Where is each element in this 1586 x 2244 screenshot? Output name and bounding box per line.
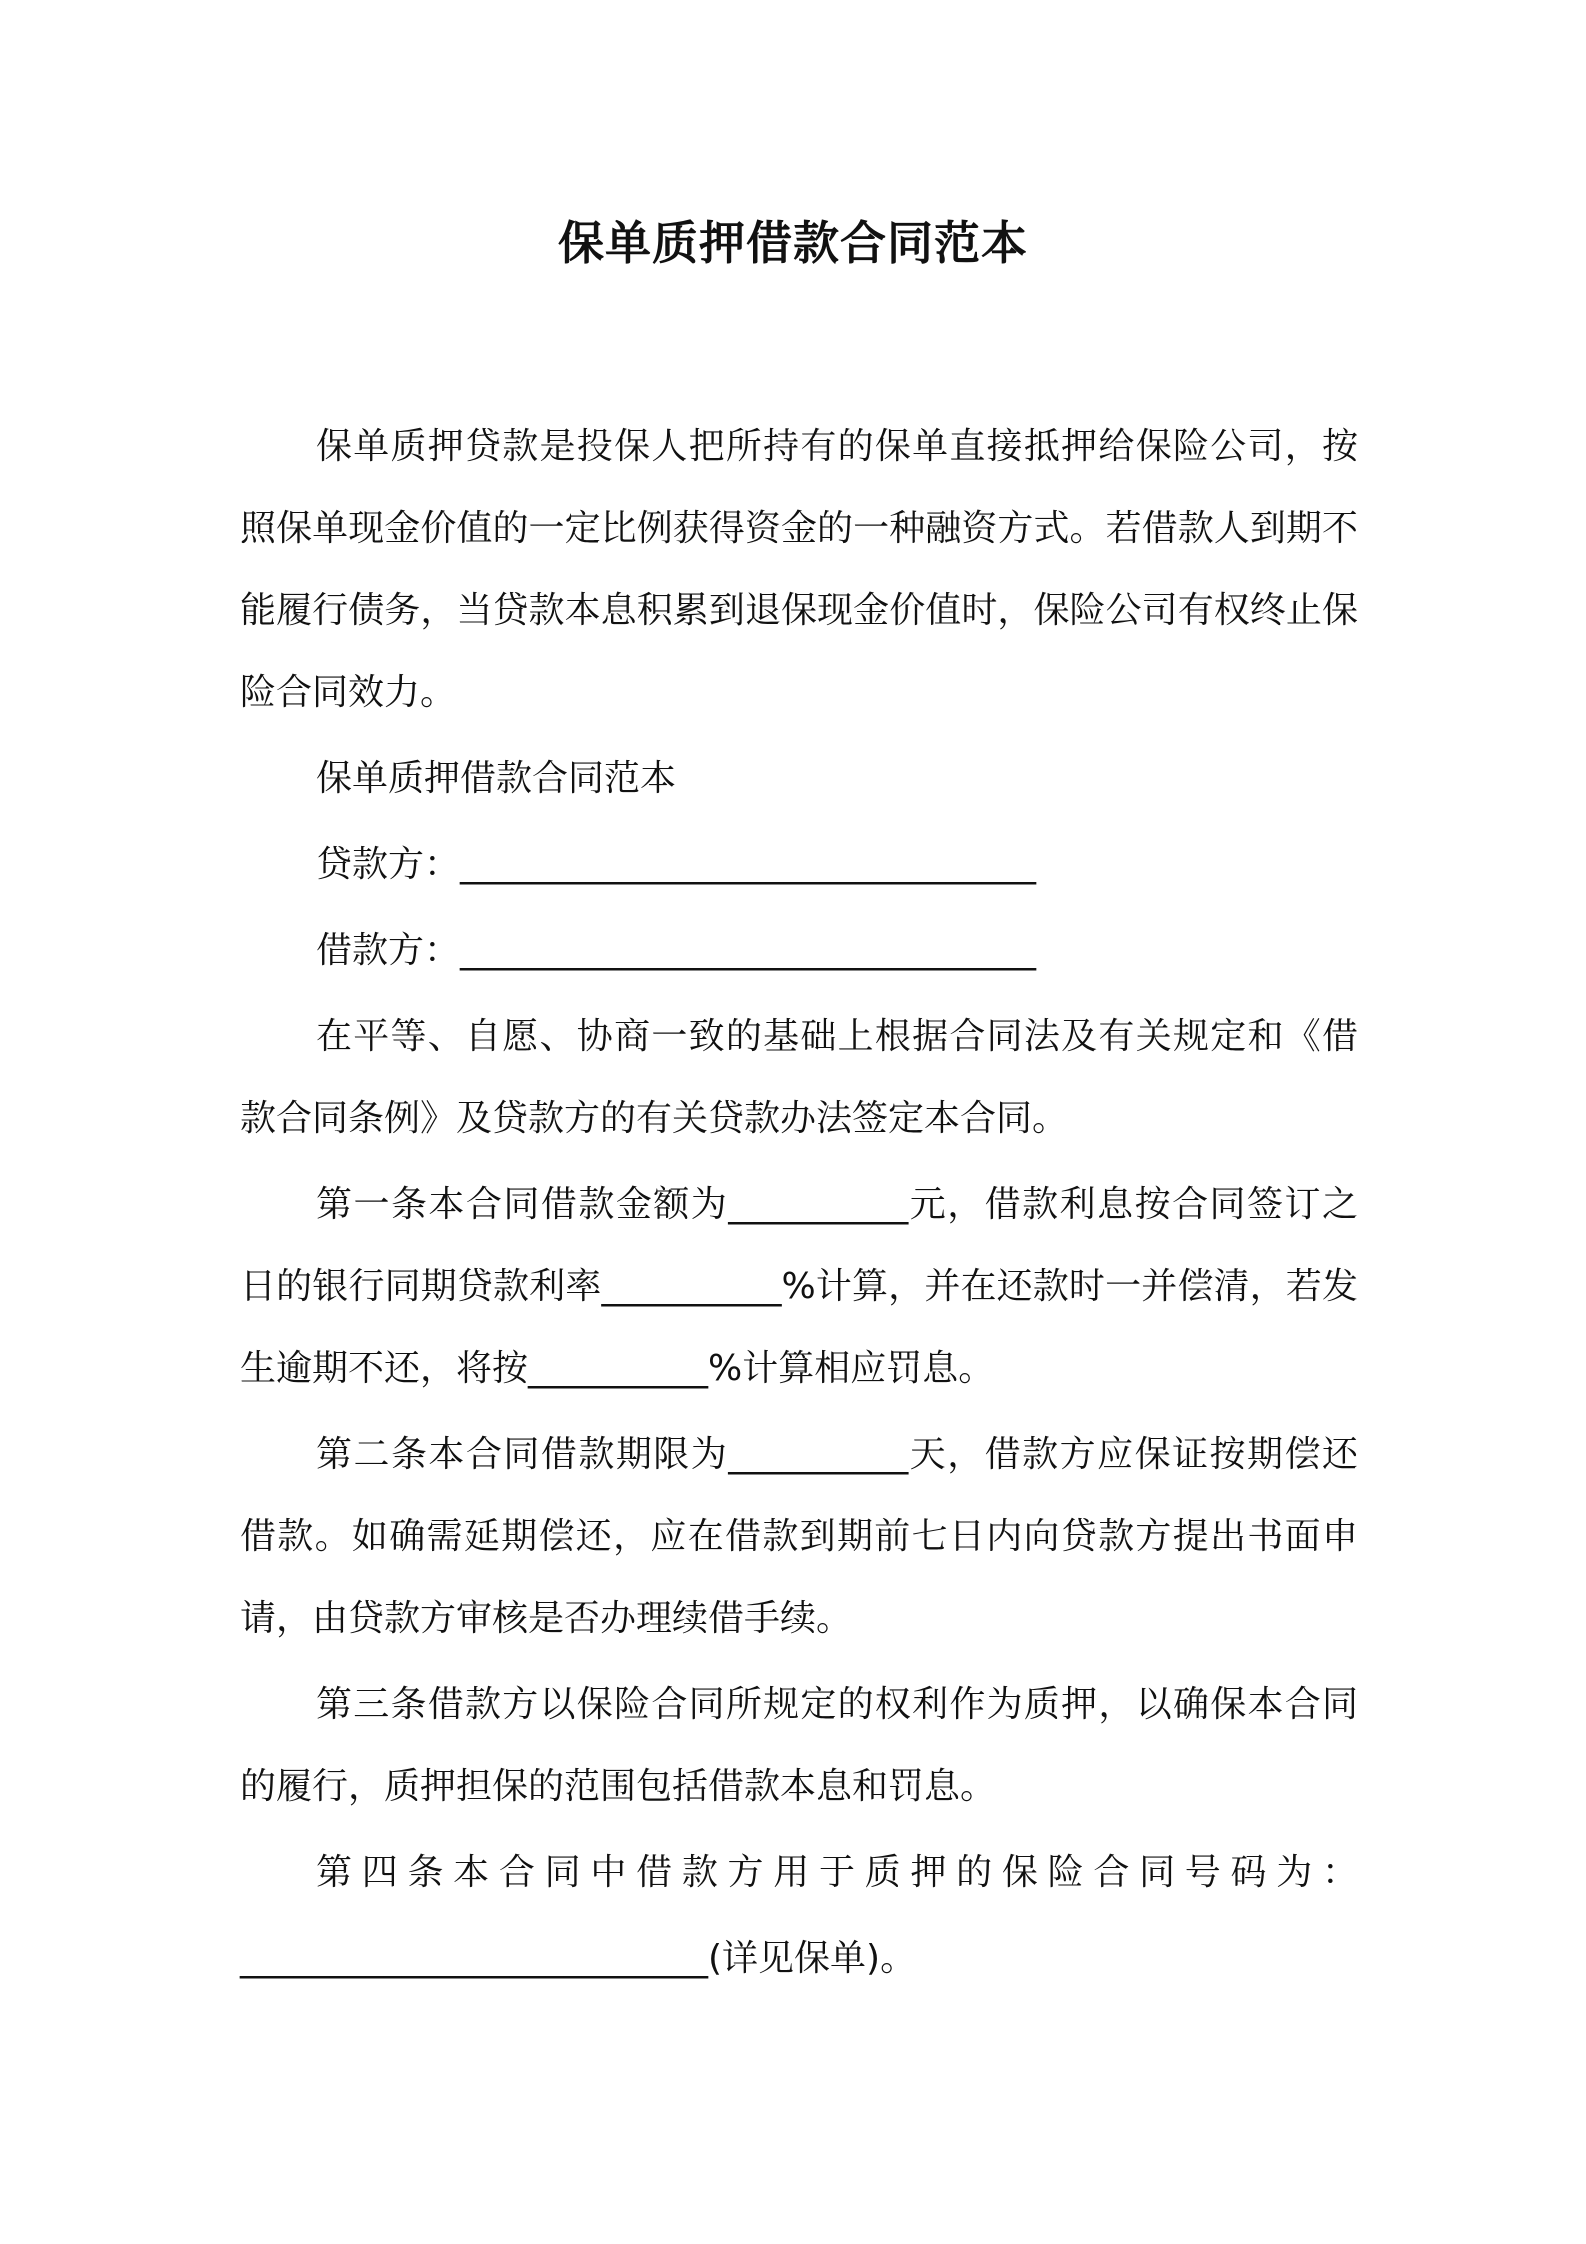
intro-paragraph: 保单质押贷款是投保人把所持有的保单直接抵押给保险公司，按照保单现金价值的一定比例获得资金的一种融资方式。若借款人到期不能履行债务，当贷款本息积累到退保现金价值时，保险公司有权终止保险合同效力。 [240,426,1358,713]
article-3: 第三条借款方以保险合同所规定的权利作为质押，以确保本合同的履行，质押担保的范围包括借款本息和罚息。 [240,1684,1358,1807]
document-body [240,406,1358,2000]
borrower-field: 借款方：________________________________ [316,930,1037,971]
article-2: 第二条本合同借款期限为__________天，借款方应保证按期偿还借款。如确需延期偿还，应在借款到期前七日内向贷款方提出书面申请，由贷款方审核是否办理续借手续。 [240,1434,1358,1639]
policy-number-line: __________________________(详见保单)。 [240,1938,917,1979]
preamble-paragraph: 在平等、自愿、协商一致的基础上根据合同法及有关规定和《借款合同条例》及贷款方的有关贷款办法签定本合同。 [240,1016,1358,1139]
article-1: 第一条本合同借款金额为__________元，借款利息按合同签订之日的银行同期贷款利率__________%计算，并在还款时一并偿清，若发生逾期不还，将按__________%计算相应罚息。 [240,1184,1358,1389]
document-title: 保单质押借款合同范本 [558,216,1028,270]
article-4: 第四条本合同中借款方用于质押的保险合同号码为： [316,1852,1358,1893]
lender-field: 贷款方：________________________________ [316,844,1037,885]
contract-subtitle: 保单质押借款合同范本 [316,758,677,799]
